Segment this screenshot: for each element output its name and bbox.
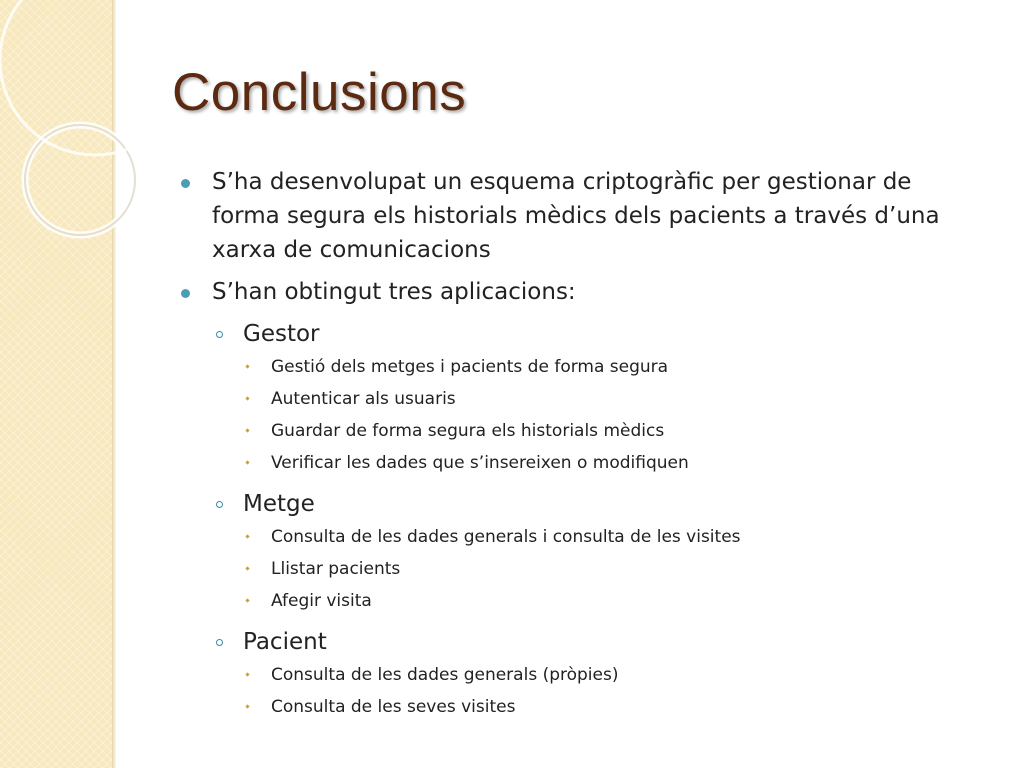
diamond-bullet-icon	[245, 396, 249, 400]
diamond-bullet-icon	[245, 672, 249, 676]
app-name: Pacient	[243, 629, 327, 655]
diamond-bullet-icon	[245, 460, 249, 464]
list-item: Afegir visita	[176, 589, 986, 613]
decorative-rings	[0, 0, 200, 300]
list-item: Consulta de les dades generals i consulta de les visites	[176, 525, 986, 549]
list-item: Verificar les dades que s’insereixen o modifiquen	[176, 451, 986, 475]
app-metge	[176, 487, 986, 521]
bullet-summary	[176, 165, 986, 267]
list-item: Consulta de les seves visites	[176, 695, 986, 719]
app-name: Gestor	[243, 321, 320, 347]
list-item: Llistar pacients	[176, 557, 986, 581]
diamond-bullet-icon	[245, 534, 249, 538]
diamond-bullet-icon	[245, 598, 249, 602]
ring-bullet-icon	[216, 501, 223, 508]
diamond-bullet-icon	[245, 566, 249, 570]
slide-title: Conclusions	[172, 63, 467, 122]
diamond-bullet-icon	[245, 364, 249, 368]
diamond-bullet-icon	[245, 428, 249, 432]
ring-bullet-icon	[216, 639, 223, 646]
bullet-dot-icon	[181, 179, 190, 188]
bullet-applications	[176, 275, 986, 309]
slide-content	[176, 165, 986, 727]
ring-bullet-icon	[216, 331, 223, 338]
list-item: Consulta de les dades generals (pròpies)	[176, 663, 986, 687]
app-pacient	[176, 625, 986, 659]
app-name: Metge	[243, 491, 315, 517]
list-item: Autenticar als usuaris	[176, 387, 986, 411]
bullet-text: S’han obtingut tres aplicacions:	[212, 279, 576, 305]
list-item: Guardar de forma segura els historials mèdics	[176, 419, 986, 443]
bullet-text: S’ha desenvolupat un esquema criptogràfic per gestionar de forma segura els historials mèdics dels pacients a través d’una xarxa de comunicacions	[212, 169, 940, 263]
bullet-dot-icon	[181, 289, 190, 298]
app-gestor	[176, 317, 986, 351]
diamond-bullet-icon	[245, 704, 249, 708]
list-item: Gestió dels metges i pacients de forma segura	[176, 355, 986, 379]
